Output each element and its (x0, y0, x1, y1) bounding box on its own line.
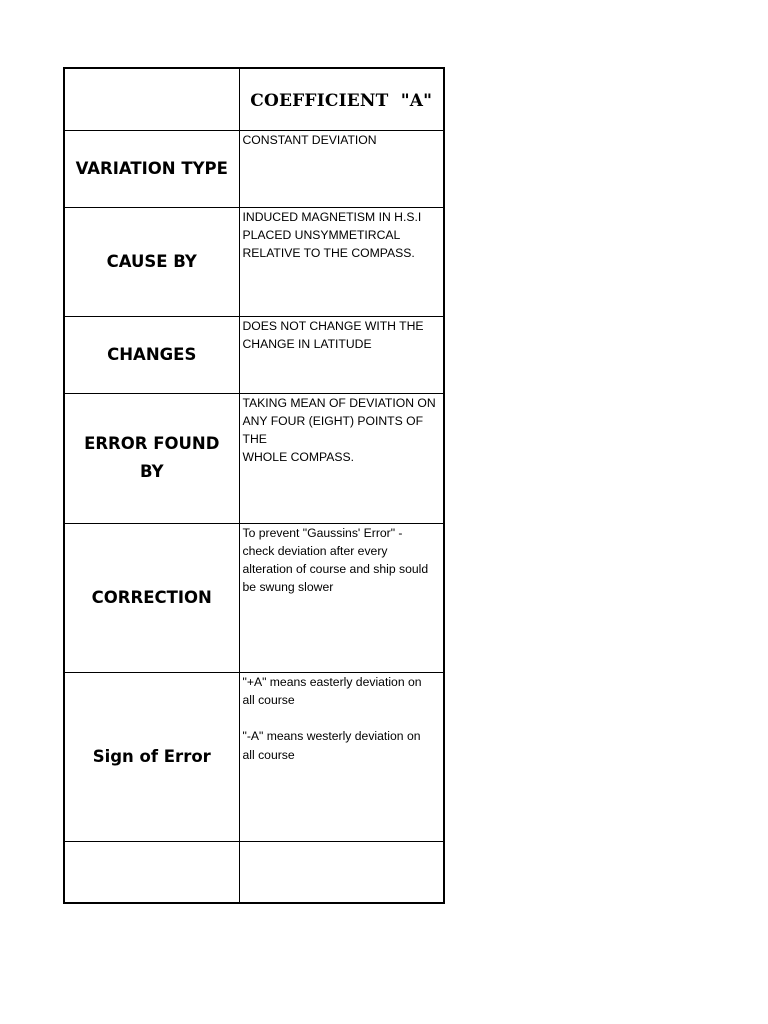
table-title: COEFFICIENT "A" (250, 91, 433, 111)
row-description-sign-of-error: "+A" means easterly deviation on all course "-A" means westerly deviation on all course (242, 674, 422, 762)
row-label-cell (64, 841, 239, 903)
row-label-correction: CORRECTION (91, 587, 212, 607)
table-row-variation-type (64, 130, 444, 207)
row-label-cell (64, 393, 239, 523)
row-label-cell (64, 130, 239, 207)
table-row-cause-by (64, 207, 444, 316)
row-description-changes: DOES NOT CHANGE WITH THE CHANGE IN LATITUDE (242, 318, 424, 351)
row-description-cell (239, 316, 444, 393)
table-row-sign-of-error (64, 672, 444, 841)
header-label-cell (64, 68, 239, 130)
table-row-empty (64, 841, 444, 903)
row-description-cause-by: INDUCED MAGNETISM IN H.S.I PLACED UNSYMMETIRCAL RELATIVE TO THE COMPASS. (242, 209, 422, 261)
row-description-cell (239, 672, 444, 841)
row-label-cell (64, 523, 239, 672)
row-description-cell (239, 207, 444, 316)
row-label-error-found-by: ERROR FOUND BY (84, 434, 220, 481)
table-row-error-found-by (64, 393, 444, 523)
row-label-sign-of-error: Sign of Error (92, 746, 211, 766)
row-label-cell (64, 316, 239, 393)
row-description-cell (239, 393, 444, 523)
header-title-cell (239, 68, 444, 130)
row-description-variation-type: CONSTANT DEVIATION (242, 132, 377, 147)
row-label-cell (64, 207, 239, 316)
row-label-changes: CHANGES (107, 344, 197, 364)
row-description-error-found-by: TAKING MEAN OF DEVIATION ON ANY FOUR (EIGHT) POINTS OF THE WHOLE COMPASS. (242, 395, 436, 465)
table-row-correction (64, 523, 444, 672)
row-label-variation-type: VARIATION TYPE (75, 158, 228, 178)
row-description-cell (239, 130, 444, 207)
row-label-cause-by: CAUSE BY (106, 251, 197, 271)
table-header-row (64, 68, 444, 130)
row-description-cell (239, 841, 444, 903)
row-description-correction: To prevent "Gaussins' Error" - check deviation after every alteration of course and ship sould be swung slower (242, 525, 429, 595)
coefficient-a-table (63, 67, 445, 904)
row-label-cell (64, 672, 239, 841)
table-row-changes (64, 316, 444, 393)
row-description-cell (239, 523, 444, 672)
